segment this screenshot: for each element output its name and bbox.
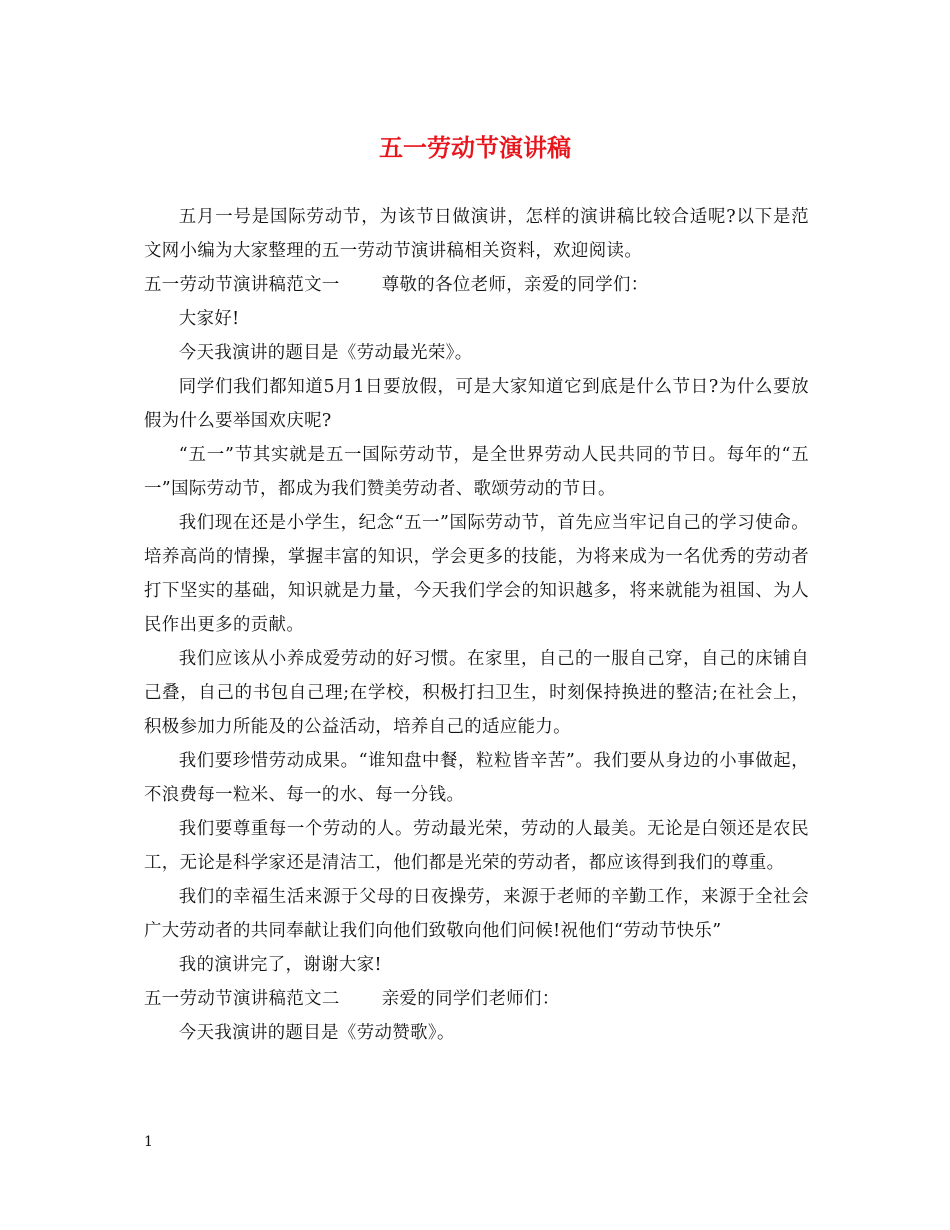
section-heading-1 <box>144 268 809 302</box>
section-greeting: 亲爱的同学们老师们： <box>381 989 560 1009</box>
paragraph: 我们应该从小养成爱劳动的好习惯。在家里，自己的一服自己穿，自己的床铺自己叠，自己的书包自己理;在学校，积极打扫卫生，时刻保持换进的整洁;在社会上，积极参加力所能及的公益活动，培养自己的适应能力。 <box>144 649 809 737</box>
paragraph: 我们要珍惜劳动成果。“谁知盘中餐，粒粒皆辛苦”。我们要从身边的小事做起，不浪费每一粒米、每一的水、每一分钱。 <box>144 751 809 805</box>
section-greeting: 尊敬的各位老师，亲爱的同学们： <box>381 275 649 295</box>
paragraph: 我的演讲完了，谢谢大家! <box>178 955 382 975</box>
document-title: 五一劳动节演讲稿 <box>379 133 571 162</box>
paragraph: 今天我演讲的题目是《劳动赞歌》。 <box>178 1023 455 1043</box>
paragraph: 大家好! <box>178 309 240 329</box>
paragraph: 我们要尊重每一个劳动的人。劳动最光荣，劳动的人最美。无论是白领还是农民工，无论是科学家还是清洁工，他们都是光荣的劳动者，都应该得到我们的尊重。 <box>144 819 809 873</box>
paragraph: 我们现在还是小学生，纪念“五一”国际劳动节，首先应当牢记自己的学习使命。培养高尚的情操，掌握丰富的知识，学会更多的技能，为将来成为一名优秀的劳动者打下坚实的基础，知识就是力量，今天我们学会的知识越多，将来就能为祖国、为人民作出更多的贡献。 <box>144 513 809 635</box>
page-number: 1 <box>144 1134 153 1150</box>
paragraph: 我们的幸福生活来源于父母的日夜操劳，来源于老师的辛勤工作，来源于全社会广大劳动者的共同奉献让我们向他们致敬向他们问候!祝他们“劳动节快乐” <box>144 887 809 941</box>
paragraph: 今天我演讲的题目是《劳动最光荣》。 <box>178 343 473 363</box>
section-label: 五一劳动节演讲稿范文一 <box>144 275 340 295</box>
paragraph: 同学们我们都知道5月1日要放假，可是大家知道它到底是什么节日?为什么要放假为什么要举国欢庆呢? <box>144 377 809 431</box>
intro-paragraph: 五月一号是国际劳动节，为该节日做演讲，怎样的演讲稿比较合适呢?以下是范文网小编为大家整理的五一劳动节演讲稿相关资料，欢迎阅读。 <box>144 207 809 261</box>
document-body <box>144 200 809 1050</box>
paragraph: “五一”节其实就是五一国际劳动节，是全世界劳动人民共同的节日。每年的“五一”国际劳动节，都成为我们赞美劳动者、歌颂劳动的节日。 <box>144 445 809 499</box>
section-label: 五一劳动节演讲稿范文二 <box>144 989 340 1009</box>
section-heading-2 <box>144 982 809 1016</box>
